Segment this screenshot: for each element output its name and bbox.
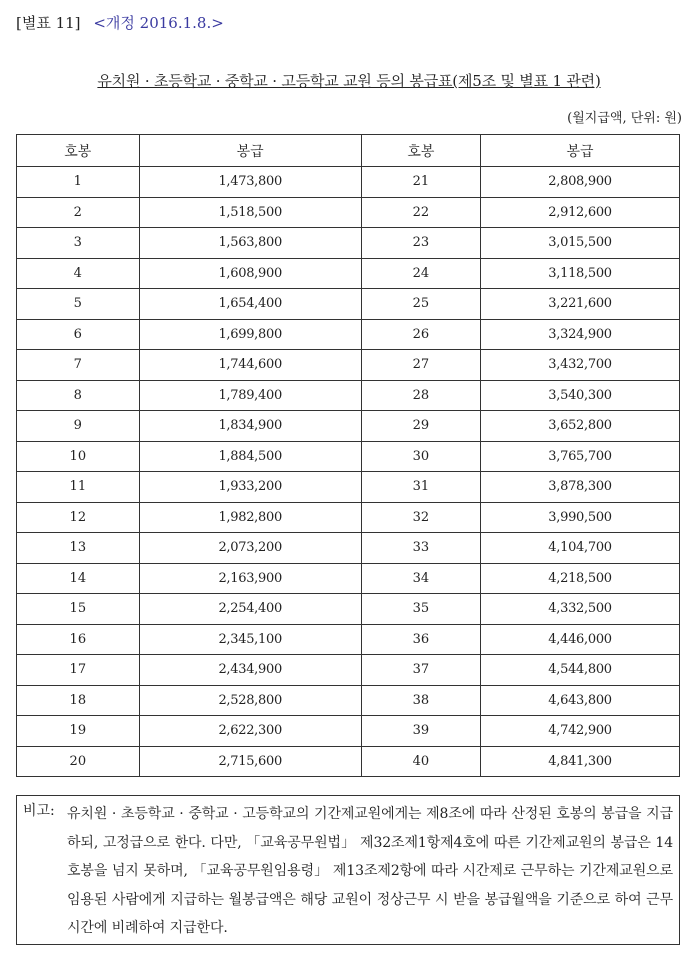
column-header-grade: 호봉 (361, 135, 480, 167)
grade-cell: 10 (17, 441, 140, 472)
salary-cell: 3,432,700 (481, 350, 680, 381)
table-row (17, 655, 680, 686)
table-row (17, 258, 680, 289)
salary-cell: 4,742,900 (481, 716, 680, 747)
salary-table-body (17, 167, 680, 777)
salary-cell: 2,345,100 (139, 624, 361, 655)
grade-cell: 21 (361, 167, 480, 198)
table-row (17, 502, 680, 533)
grade-cell: 6 (17, 319, 140, 350)
table-row (17, 472, 680, 503)
salary-cell: 1,473,800 (139, 167, 361, 198)
grade-cell: 26 (361, 319, 480, 350)
grade-cell: 32 (361, 502, 480, 533)
grade-cell: 29 (361, 411, 480, 442)
grade-cell: 33 (361, 533, 480, 564)
remarks-box (16, 795, 680, 945)
table-row (17, 167, 680, 198)
grade-cell: 40 (361, 746, 480, 777)
salary-cell: 2,073,200 (139, 533, 361, 564)
grade-cell: 36 (361, 624, 480, 655)
table-row (17, 563, 680, 594)
salary-table (16, 134, 680, 777)
grade-cell: 12 (17, 502, 140, 533)
unit-note: (월지급액, 단위: 원) (567, 111, 682, 126)
salary-cell: 4,544,800 (481, 655, 680, 686)
table-row (17, 228, 680, 259)
grade-cell: 17 (17, 655, 140, 686)
column-header-salary: 봉급 (481, 135, 680, 167)
document-title: 유치원 · 초등학교 · 중학교 · 고등학교 교원 등의 봉급표(제5조 및 별표 1 관련) (97, 72, 601, 90)
grade-cell: 18 (17, 685, 140, 716)
salary-cell: 1,608,900 (139, 258, 361, 289)
table-row (17, 624, 680, 655)
salary-cell: 4,218,500 (481, 563, 680, 594)
table-row (17, 441, 680, 472)
salary-cell: 1,563,800 (139, 228, 361, 259)
grade-cell: 16 (17, 624, 140, 655)
column-header-grade: 호봉 (17, 135, 140, 167)
grade-cell: 3 (17, 228, 140, 259)
salary-cell: 1,518,500 (139, 197, 361, 228)
salary-cell: 2,715,600 (139, 746, 361, 777)
grade-cell: 2 (17, 197, 140, 228)
salary-cell: 1,982,800 (139, 502, 361, 533)
grade-cell: 39 (361, 716, 480, 747)
remarks-label: 비고: (23, 803, 55, 819)
salary-cell: 4,643,800 (481, 685, 680, 716)
grade-cell: 4 (17, 258, 140, 289)
table-row (17, 289, 680, 320)
salary-cell: 3,540,300 (481, 380, 680, 411)
grade-cell: 1 (17, 167, 140, 198)
grade-cell: 22 (361, 197, 480, 228)
grade-cell: 20 (17, 746, 140, 777)
salary-cell: 3,324,900 (481, 319, 680, 350)
salary-cell: 1,699,800 (139, 319, 361, 350)
salary-cell: 1,884,500 (139, 441, 361, 472)
table-row (17, 746, 680, 777)
salary-cell: 4,104,700 (481, 533, 680, 564)
table-row (17, 197, 680, 228)
salary-cell: 3,221,600 (481, 289, 680, 320)
appendix-label: [별표 11] (16, 14, 81, 32)
grade-cell: 14 (17, 563, 140, 594)
grade-cell: 25 (361, 289, 480, 320)
salary-cell: 3,878,300 (481, 472, 680, 503)
grade-cell: 19 (17, 716, 140, 747)
grade-cell: 13 (17, 533, 140, 564)
grade-cell: 28 (361, 380, 480, 411)
salary-cell: 1,834,900 (139, 411, 361, 442)
grade-cell: 37 (361, 655, 480, 686)
grade-cell: 7 (17, 350, 140, 381)
table-row (17, 533, 680, 564)
salary-cell: 1,744,600 (139, 350, 361, 381)
grade-cell: 11 (17, 472, 140, 503)
salary-cell: 2,254,400 (139, 594, 361, 625)
salary-cell: 2,528,800 (139, 685, 361, 716)
grade-cell: 34 (361, 563, 480, 594)
column-header-salary: 봉급 (139, 135, 361, 167)
table-row (17, 716, 680, 747)
salary-cell: 2,434,900 (139, 655, 361, 686)
table-row (17, 350, 680, 381)
table-row (17, 319, 680, 350)
table-row (17, 685, 680, 716)
remarks-text: 유치원 · 초등학교 · 중학교 · 고등학교의 기간제교원에게는 제8조에 따라 산정된 호봉의 봉급을 지급하되, 고정급으로 한다. 다만, 「교육공무원법」 제32조제1항제4호에 따른 기간제교원의 봉급은 14호봉을 넘지 못하며, 「교육공무원임용령」 제13조제2항에 따라 시간제로 근무하는 기간제교원으로 임용된 사람에게 지급하는 월봉급액은 해당 교원이 정상근무 시 받을 봉급월액을 기준으로 하여 근무시간에 비례하여 지급한다. (67, 806, 673, 937)
table-row (17, 594, 680, 625)
table-header-row (17, 135, 680, 167)
salary-cell: 3,652,800 (481, 411, 680, 442)
grade-cell: 35 (361, 594, 480, 625)
salary-cell: 4,332,500 (481, 594, 680, 625)
grade-cell: 31 (361, 472, 480, 503)
salary-cell: 2,622,300 (139, 716, 361, 747)
amendment-date: <개정 2016.1.8.> (93, 14, 224, 32)
grade-cell: 38 (361, 685, 480, 716)
salary-cell: 2,163,900 (139, 563, 361, 594)
salary-cell: 2,912,600 (481, 197, 680, 228)
grade-cell: 30 (361, 441, 480, 472)
grade-cell: 23 (361, 228, 480, 259)
salary-cell: 3,765,700 (481, 441, 680, 472)
salary-cell: 1,789,400 (139, 380, 361, 411)
salary-cell: 1,654,400 (139, 289, 361, 320)
salary-cell: 3,118,500 (481, 258, 680, 289)
grade-cell: 8 (17, 380, 140, 411)
grade-cell: 15 (17, 594, 140, 625)
table-row (17, 380, 680, 411)
salary-cell: 4,841,300 (481, 746, 680, 777)
salary-cell: 4,446,000 (481, 624, 680, 655)
salary-cell: 3,990,500 (481, 502, 680, 533)
salary-cell: 2,808,900 (481, 167, 680, 198)
grade-cell: 5 (17, 289, 140, 320)
grade-cell: 9 (17, 411, 140, 442)
table-row (17, 411, 680, 442)
grade-cell: 27 (361, 350, 480, 381)
grade-cell: 24 (361, 258, 480, 289)
appendix-header (16, 12, 224, 33)
salary-cell: 1,933,200 (139, 472, 361, 503)
salary-cell: 3,015,500 (481, 228, 680, 259)
